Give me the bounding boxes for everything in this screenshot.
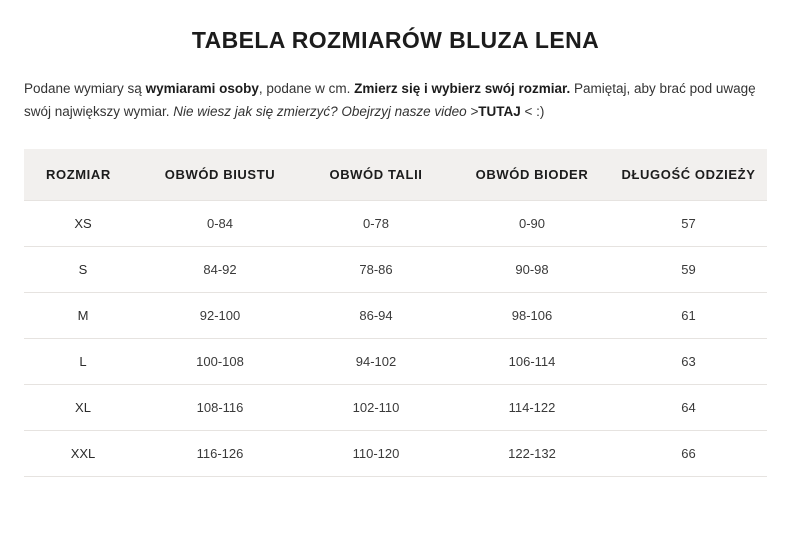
intro-text-2: , podane w cm. (258, 80, 355, 96)
column-header-length: DŁUGOŚĆ ODZIEŻY (610, 149, 767, 201)
cell-length: 63 (610, 339, 767, 385)
intro-text-4: < :) (520, 103, 545, 119)
cell-size: L (24, 339, 142, 385)
table-row (24, 385, 767, 431)
cell-size: XS (24, 201, 142, 247)
intro-bold-2: Zmierz się i wybierz swój rozmiar. (354, 80, 571, 96)
cell-hips: 90-98 (454, 247, 610, 293)
column-header-hips: OBWÓD BIODER (454, 149, 610, 201)
table-header (24, 149, 767, 201)
cell-length: 61 (610, 293, 767, 339)
table-row (24, 247, 767, 293)
column-header-size: ROZMIAR (24, 149, 142, 201)
table-row (24, 293, 767, 339)
intro-italic-1: Nie wiesz jak się zmierzyć? Obejrzyj nasze video > (173, 103, 479, 119)
cell-length: 57 (610, 201, 767, 247)
column-header-bust: OBWÓD BIUSTU (142, 149, 298, 201)
cell-waist: 102-110 (298, 385, 454, 431)
video-link[interactable]: TUTAJ (478, 103, 521, 119)
page-title: TABELA ROZMIARÓW BLUZA LENA (191, 27, 600, 53)
cell-hips: 98-106 (454, 293, 610, 339)
cell-size: M (24, 293, 142, 339)
cell-hips: 114-122 (454, 385, 610, 431)
cell-waist: 110-120 (298, 431, 454, 477)
cell-waist: 86-94 (298, 293, 454, 339)
table-row (24, 431, 767, 477)
cell-waist: 0-78 (298, 201, 454, 247)
size-chart-page (0, 27, 791, 554)
cell-bust: 92-100 (142, 293, 298, 339)
table-header-row (24, 149, 767, 201)
table-row (24, 339, 767, 385)
column-header-waist: OBWÓD TALII (298, 149, 454, 201)
cell-hips: 0-90 (454, 201, 610, 247)
intro-text-1: Podane wymiary są (24, 80, 146, 96)
cell-size: XL (24, 385, 142, 431)
cell-length: 59 (610, 247, 767, 293)
cell-size: S (24, 247, 142, 293)
cell-hips: 106-114 (454, 339, 610, 385)
cell-length: 66 (610, 431, 767, 477)
cell-bust: 108-116 (142, 385, 298, 431)
size-table (24, 149, 767, 477)
cell-length: 64 (610, 385, 767, 431)
intro-text-3: Pamiętaj, aby brać pod uwagę swój największy wymiar. (24, 80, 756, 119)
table-body (24, 201, 767, 477)
cell-waist: 78-86 (298, 247, 454, 293)
table-row (24, 201, 767, 247)
cell-bust: 116-126 (142, 431, 298, 477)
cell-size: XXL (24, 431, 142, 477)
intro-bold-1: wymiarami osoby (145, 80, 259, 96)
intro-paragraph (24, 77, 766, 123)
cell-hips: 122-132 (454, 431, 610, 477)
cell-bust: 0-84 (142, 201, 298, 247)
cell-bust: 100-108 (142, 339, 298, 385)
cell-bust: 84-92 (142, 247, 298, 293)
cell-waist: 94-102 (298, 339, 454, 385)
